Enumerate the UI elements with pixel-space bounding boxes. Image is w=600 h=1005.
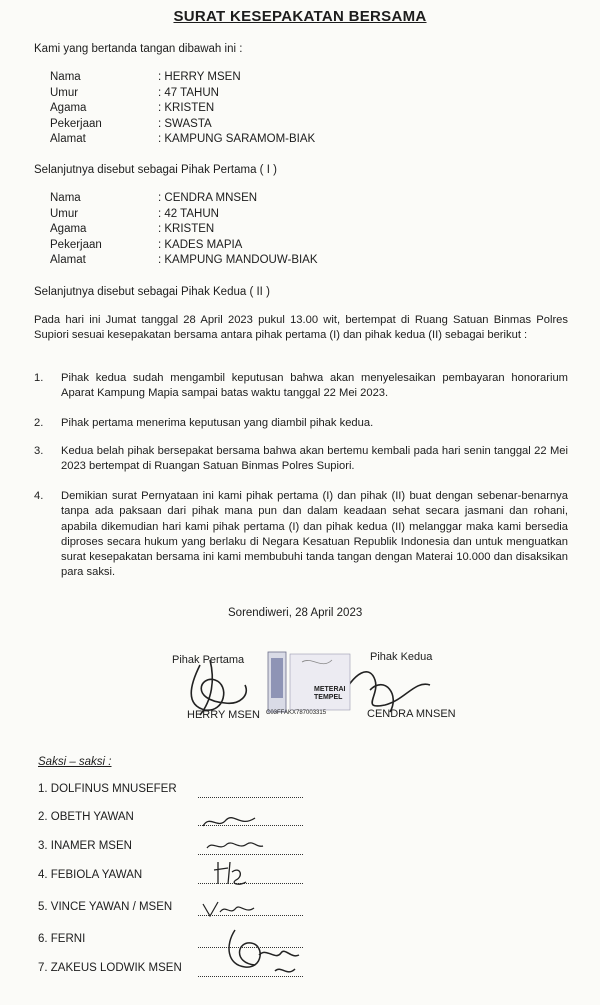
witness-3-signature	[205, 836, 265, 856]
stamp-graphic	[262, 648, 358, 718]
agreement-item-1: 1. Pihak kedua sudah mengambil keputusan bahwa akan menyelesaikan pembayaran honorarium Aparat Kampung Mapia sampai batas waktu tanggal 22 Mei 2023.	[34, 372, 568, 400]
left-signatory-role: Pihak Pertama	[172, 654, 245, 666]
witness-item: 2. OBETH YAWAN	[38, 811, 134, 823]
party2-row-age: Umur : 42 TAHUN	[50, 207, 219, 220]
right-signatory-name: CENDRA MNSEN	[367, 708, 456, 720]
party2-row-address: Alamat : KAMPUNG MANDOUW-BIAK	[50, 254, 318, 266]
party2-row-name: Nama : CENDRA MNSEN	[50, 192, 258, 204]
witness-item: 5. VINCE YAWAN / MSEN	[38, 901, 173, 913]
agreement-item-4: 4. Demikian surat Pernyataan ini kami pihak pertama (I) dan pihak (II) buat dengan sebenar-benarnya tanpa ada paksaan dari pihak mana pun dan dalam keadaan sehat secara jasmani dan rohani, apabila dikemudian hari kami pihak pertama (I) dan pihak kedua (II) melanggar maka kami bersedia diproses secara hukum yang berlaku di Negara Kesatuan Republik Indonesia dan untuk menguatkan surat kesepakatan bersama ini kami membubuhi tanda tangan dengan Materai 10.000 dan disaksikan para saksi.	[34, 490, 568, 579]
party1-row-age: Umur : 47 TAHUN	[50, 86, 219, 99]
opening-paragraph: Pada hari ini Jumat tanggal 28 April 2023 pukul 13.00 wit, bertempat di Ruang Satuan Binmas Polres Supiori sesuai kesepakatan bersama antara pihak pertama (I) dan pihak kedua (II) sebagai berikut :	[34, 314, 568, 342]
witness-item: 6. FERNI	[38, 933, 86, 945]
party2-row-occupation: Pekerjaan : KADES MAPIA	[50, 238, 243, 251]
witness-signature-line	[198, 796, 303, 798]
intro-text: Kami yang bertanda tangan dibawah ini :	[34, 43, 243, 55]
party1-designation: Selanjutnya disebut sebagai Pihak Pertama ( I )	[34, 164, 277, 176]
left-signatory-name: HERRY MSEN	[187, 709, 260, 721]
party2-table	[50, 191, 550, 269]
witness-item: 7. ZAKEUS LODWIK MSEN	[38, 962, 182, 974]
witness-5-signature	[200, 898, 260, 920]
witness-item: 3. INAMER MSEN	[38, 840, 132, 852]
stamp-label: METERAI TEMPEL	[314, 686, 346, 701]
witness-item: 1. DOLFINUS MNUSEFER	[38, 783, 177, 795]
party1-row-address: Alamat : KAMPUNG SARAMOM-BIAK	[50, 133, 316, 145]
party1-table	[50, 70, 550, 148]
party1-row-religion: Agama : KRISTEN	[50, 102, 215, 114]
party1-row-occupation: Pekerjaan : SWASTA	[50, 117, 212, 130]
agreement-item-3: 3. Kedua belah pihak bersepakat bersama bahwa akan bertemu kembali pada hari senin tanggal 22 Mei 2023 bertempat di Ruangan Satuan Binmas Polres Supiori.	[34, 445, 568, 473]
revenue-stamp	[262, 648, 358, 718]
party2-designation: Selanjutnya disebut sebagai Pihak Kedua ( II )	[34, 286, 270, 298]
stamp-code: C03FFAKX787003315	[266, 710, 327, 716]
witness-6-7-signature	[215, 925, 305, 980]
witness-item: 4. FEBIOLA YAWAN	[38, 869, 143, 881]
witness-2-signature	[200, 812, 260, 832]
party1-row-name: Nama : HERRY MSEN	[50, 71, 241, 83]
agreement-item-2: 2. Pihak pertama menerima keputusan yang diambil pihak kedua.	[34, 417, 374, 429]
right-signatory-role: Pihak Kedua	[370, 651, 433, 663]
place-date: Sorendiweri, 28 April 2023	[228, 607, 363, 619]
party2-row-religion: Agama : KRISTEN	[50, 223, 215, 235]
witness-4-signature	[210, 858, 250, 888]
document-title: SURAT KESEPAKATAN BERSAMA	[173, 8, 427, 25]
witness-heading: Saksi – saksi :	[38, 756, 112, 768]
